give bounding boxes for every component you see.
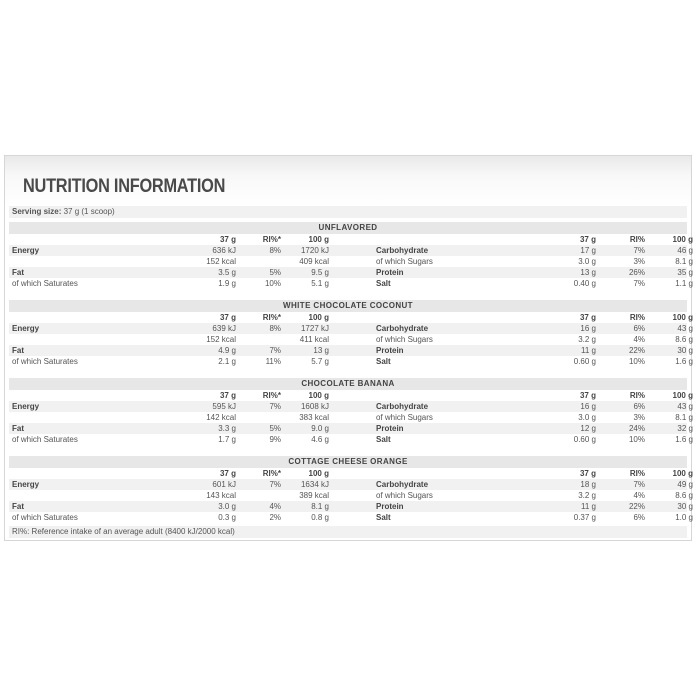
sugars-37g: 3.0 g <box>578 257 596 266</box>
label-saturates: of which Saturates <box>12 435 78 444</box>
nutrient-row <box>9 434 693 445</box>
label-sugars: of which Sugars <box>376 491 433 500</box>
salt-100g: 1.1 g <box>675 279 693 288</box>
sugars-ri: 3% <box>633 257 645 266</box>
flavor-heading: CHOCOLATE BANANA <box>9 378 687 390</box>
flavor-heading: COTTAGE CHEESE ORANGE <box>9 456 687 468</box>
label-fat: Fat <box>12 502 24 511</box>
energy-ri: 8% <box>269 246 281 255</box>
carbohydrate-100g: 43 g <box>677 402 693 411</box>
label-energy: Energy <box>12 402 40 411</box>
sugars-100g: 8.6 g <box>675 491 693 500</box>
saturates-100g: 0.8 g <box>311 513 329 522</box>
sugars-100g: 8.1 g <box>675 257 693 266</box>
saturates-100g: 5.7 g <box>311 357 329 366</box>
header-37g: 37 g <box>579 313 596 322</box>
label-salt: Salt <box>376 357 391 366</box>
carbohydrate-37g: 16 g <box>580 324 596 333</box>
saturates-37g: 1.9 g <box>218 279 236 288</box>
salt-37g: 0.40 g <box>573 279 596 288</box>
header-ri: RI%* <box>262 469 281 478</box>
flavor-heading: WHITE CHOCOLATE COCONUT <box>9 300 687 312</box>
energy-kcal-37g: 152 kcal <box>206 257 236 266</box>
saturates-ri: 11% <box>265 357 281 366</box>
label-salt: Salt <box>376 513 391 522</box>
header-100g: 100 g <box>672 235 693 244</box>
label-energy: Energy <box>12 324 40 333</box>
sugars-100g: 8.6 g <box>675 335 693 344</box>
energy-kj-100g: 1608 kJ <box>300 402 329 411</box>
label-protein: Protein <box>376 424 404 433</box>
carbohydrate-100g: 43 g <box>677 324 693 333</box>
header-ri: RI%* <box>262 391 281 400</box>
carbohydrate-ri: 7% <box>633 480 645 489</box>
label-protein: Protein <box>376 268 404 277</box>
energy-kcal-100g: 383 kcal <box>299 413 329 422</box>
header-37g: 37 g <box>579 235 596 244</box>
energy-kcal-37g: 142 kcal <box>206 413 236 422</box>
protein-ri: 22% <box>628 502 645 511</box>
energy-ri: 8% <box>269 324 281 333</box>
saturates-ri: 9% <box>269 435 281 444</box>
nutrient-row <box>9 345 693 356</box>
energy-kj-100g: 1634 kJ <box>300 480 329 489</box>
label-saturates: of which Saturates <box>12 357 78 366</box>
label-energy: Energy <box>12 480 40 489</box>
salt-100g: 1.6 g <box>675 435 693 444</box>
nutrient-row <box>9 334 693 345</box>
energy-ri: 7% <box>269 480 281 489</box>
salt-ri: 10% <box>628 357 645 366</box>
header-100g: 100 g <box>672 391 693 400</box>
footnote: RI%: Reference intake of an average adult (8400 kJ/2000 kcal) <box>9 526 687 538</box>
energy-kcal-37g: 143 kcal <box>206 491 236 500</box>
header-ri: RI%* <box>262 313 281 322</box>
nutrient-row <box>9 356 693 367</box>
fat-100g: 13 g <box>313 346 329 355</box>
sugars-37g: 3.2 g <box>578 491 596 500</box>
label-carbohydrate: Carbohydrate <box>376 480 429 489</box>
serving-size-value: 37 g (1 scoop) <box>61 207 115 216</box>
label-protein: Protein <box>376 346 404 355</box>
salt-37g: 0.60 g <box>573 357 596 366</box>
protein-100g: 30 g <box>677 502 693 511</box>
energy-kj-37g: 595 kJ <box>212 402 236 411</box>
carbohydrate-37g: 18 g <box>580 480 596 489</box>
label-sugars: of which Sugars <box>376 257 433 266</box>
salt-ri: 6% <box>633 513 645 522</box>
fat-37g: 3.3 g <box>218 424 236 433</box>
salt-100g: 1.0 g <box>675 513 693 522</box>
saturates-100g: 5.1 g <box>311 279 329 288</box>
protein-37g: 13 g <box>580 268 596 277</box>
nutrient-row <box>9 412 693 423</box>
header-ri: RI%* <box>262 235 281 244</box>
header-100g: 100 g <box>672 313 693 322</box>
label-salt: Salt <box>376 279 391 288</box>
nutrient-row <box>9 323 693 334</box>
label-carbohydrate: Carbohydrate <box>376 246 429 255</box>
fat-100g: 9.5 g <box>311 268 329 277</box>
energy-kcal-100g: 389 kcal <box>299 491 329 500</box>
fat-37g: 3.0 g <box>218 502 236 511</box>
fat-ri: 5% <box>269 424 281 433</box>
nutrition-panel <box>4 155 692 541</box>
header-37g: 37 g <box>219 313 236 322</box>
fat-ri: 4% <box>269 502 281 511</box>
label-sugars: of which Sugars <box>376 413 433 422</box>
protein-ri: 26% <box>628 268 645 277</box>
saturates-37g: 2.1 g <box>218 357 236 366</box>
label-fat: Fat <box>12 268 24 277</box>
saturates-37g: 0.3 g <box>218 513 236 522</box>
nutrient-row <box>9 423 693 434</box>
salt-100g: 1.6 g <box>675 357 693 366</box>
header-ri: RI% <box>629 313 645 322</box>
protein-37g: 12 g <box>580 424 596 433</box>
energy-kj-37g: 639 kJ <box>212 324 236 333</box>
flavor-heading: UNFLAVORED <box>9 222 687 234</box>
saturates-100g: 4.6 g <box>311 435 329 444</box>
header-ri: RI% <box>629 391 645 400</box>
header-ri: RI% <box>629 469 645 478</box>
nutrient-row <box>9 245 693 256</box>
nutrient-row <box>9 256 693 267</box>
serving-size <box>9 206 687 218</box>
fat-100g: 8.1 g <box>311 502 329 511</box>
saturates-37g: 1.7 g <box>218 435 236 444</box>
header-ri: RI% <box>629 235 645 244</box>
nutrient-row <box>9 479 693 490</box>
sugars-100g: 8.1 g <box>675 413 693 422</box>
energy-kj-37g: 636 kJ <box>212 246 236 255</box>
header-37g: 37 g <box>579 469 596 478</box>
header-37g: 37 g <box>219 469 236 478</box>
energy-kj-37g: 601 kJ <box>212 480 236 489</box>
header-100g: 100 g <box>672 469 693 478</box>
carbohydrate-100g: 49 g <box>677 480 693 489</box>
label-fat: Fat <box>12 346 24 355</box>
sugars-ri: 4% <box>633 491 645 500</box>
carbohydrate-ri: 6% <box>633 324 645 333</box>
fat-ri: 7% <box>269 346 281 355</box>
header-37g: 37 g <box>219 235 236 244</box>
sugars-ri: 3% <box>633 413 645 422</box>
header-bar <box>5 156 691 206</box>
page-title: NUTRITION INFORMATION <box>23 176 226 197</box>
sugars-37g: 3.0 g <box>578 413 596 422</box>
energy-kcal-37g: 152 kcal <box>206 335 236 344</box>
protein-37g: 11 g <box>581 502 596 511</box>
header-37g: 37 g <box>579 391 596 400</box>
nutrient-row <box>9 512 693 523</box>
protein-ri: 24% <box>628 424 645 433</box>
salt-ri: 10% <box>628 435 645 444</box>
label-saturates: of which Saturates <box>12 279 78 288</box>
label-carbohydrate: Carbohydrate <box>376 402 429 411</box>
label-energy: Energy <box>12 246 40 255</box>
protein-100g: 32 g <box>677 424 693 433</box>
energy-kcal-100g: 411 kcal <box>299 335 329 344</box>
nutrient-row <box>9 278 693 289</box>
label-saturates: of which Saturates <box>12 513 78 522</box>
header-100g: 100 g <box>308 313 329 322</box>
header-37g: 37 g <box>219 391 236 400</box>
column-header-row <box>9 468 693 479</box>
protein-37g: 11 g <box>581 346 596 355</box>
column-header-row <box>9 390 693 401</box>
sugars-37g: 3.2 g <box>578 335 596 344</box>
carbohydrate-37g: 16 g <box>580 402 596 411</box>
header-100g: 100 g <box>308 469 329 478</box>
energy-kcal-100g: 409 kcal <box>299 257 329 266</box>
header-100g: 100 g <box>308 391 329 400</box>
energy-ri: 7% <box>269 402 281 411</box>
nutrient-row <box>9 490 693 501</box>
salt-ri: 7% <box>633 279 645 288</box>
carbohydrate-37g: 17 g <box>580 246 596 255</box>
protein-100g: 35 g <box>677 268 693 277</box>
protein-100g: 30 g <box>677 346 693 355</box>
carbohydrate-ri: 6% <box>633 402 645 411</box>
label-protein: Protein <box>376 502 404 511</box>
column-header-row <box>9 234 693 245</box>
fat-37g: 4.9 g <box>218 346 236 355</box>
fat-ri: 5% <box>269 268 281 277</box>
salt-37g: 0.37 g <box>573 513 596 522</box>
label-fat: Fat <box>12 424 24 433</box>
energy-kj-100g: 1727 kJ <box>300 324 329 333</box>
serving-size-label: Serving size: <box>12 207 62 216</box>
label-sugars: of which Sugars <box>376 335 433 344</box>
carbohydrate-100g: 46 g <box>677 246 693 255</box>
saturates-ri: 2% <box>269 513 281 522</box>
nutrient-row <box>9 267 693 278</box>
salt-37g: 0.60 g <box>573 435 596 444</box>
sugars-ri: 4% <box>633 335 645 344</box>
protein-ri: 22% <box>628 346 645 355</box>
nutrient-row <box>9 401 693 412</box>
carbohydrate-ri: 7% <box>633 246 645 255</box>
saturates-ri: 10% <box>264 279 281 288</box>
column-header-row <box>9 312 693 323</box>
label-carbohydrate: Carbohydrate <box>376 324 429 333</box>
fat-100g: 9.0 g <box>311 424 329 433</box>
nutrient-row <box>9 501 693 512</box>
fat-37g: 3.5 g <box>218 268 236 277</box>
energy-kj-100g: 1720 kJ <box>300 246 329 255</box>
label-salt: Salt <box>376 435 391 444</box>
header-100g: 100 g <box>308 235 329 244</box>
